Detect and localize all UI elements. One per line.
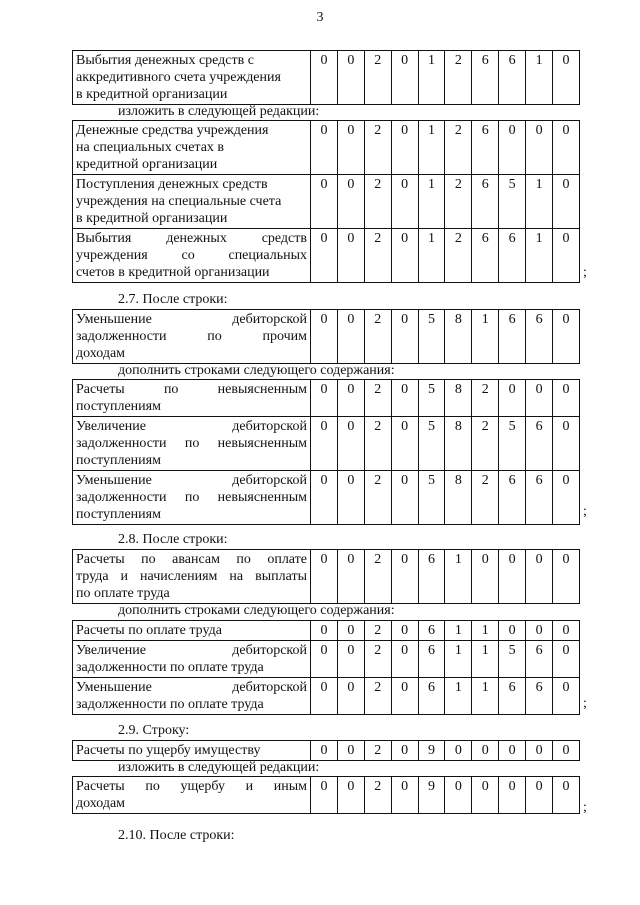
- row-label-line: Расчеты по ущербу и иным: [76, 779, 307, 794]
- code-digit: 0: [553, 471, 580, 525]
- code-digit: 0: [391, 678, 418, 715]
- code-digit: 0: [391, 310, 418, 364]
- code-digit: 6: [526, 641, 553, 678]
- code-digit: 0: [553, 417, 580, 471]
- table-2-6-old: [72, 50, 580, 105]
- row-label: [73, 471, 311, 525]
- row-label-line: в кредитной организации: [76, 211, 228, 226]
- code-digit: 0: [553, 229, 580, 283]
- code-digit: 0: [553, 641, 580, 678]
- code-digit: 0: [391, 175, 418, 229]
- code-digit: 0: [391, 121, 418, 175]
- code-digit: 0: [499, 777, 526, 814]
- code-digit: 2: [364, 380, 391, 417]
- code-digit: 0: [311, 741, 338, 761]
- code-digit: 6: [418, 678, 445, 715]
- code-digit: 0: [337, 121, 364, 175]
- code-digit: 0: [311, 380, 338, 417]
- row-label-line: Выбытия денежных средств с: [76, 53, 254, 68]
- code-digit: 1: [418, 229, 445, 283]
- row-label-line: Уменьшение дебиторской: [76, 312, 307, 327]
- code-digit: 6: [472, 121, 499, 175]
- code-digit: 0: [553, 380, 580, 417]
- code-digit: 0: [337, 380, 364, 417]
- code-digit: 2: [364, 678, 391, 715]
- code-digit: 6: [418, 641, 445, 678]
- table-2-8-old: [72, 549, 580, 604]
- table-2-7-old: [72, 309, 580, 364]
- code-digit: 8: [445, 417, 472, 471]
- code-digit: 6: [499, 310, 526, 364]
- row-label-line: поступлениям: [76, 507, 161, 522]
- code-digit: 2: [472, 380, 499, 417]
- code-digit: 0: [311, 229, 338, 283]
- section-heading: 2.7. После строки:: [118, 292, 228, 307]
- code-digit: 6: [526, 417, 553, 471]
- code-digit: 1: [472, 678, 499, 715]
- code-digit: 1: [445, 621, 472, 641]
- row-label-line: поступлениям: [76, 453, 161, 468]
- row-label-line: задолженности по прочим: [76, 329, 307, 344]
- table-row: [73, 741, 580, 761]
- code-digit: 0: [526, 621, 553, 641]
- code-digit: 5: [418, 417, 445, 471]
- code-digit: 0: [391, 51, 418, 105]
- code-digit: 0: [553, 310, 580, 364]
- code-digit: 2: [445, 175, 472, 229]
- code-digit: 2: [472, 471, 499, 525]
- row-label: [73, 777, 311, 814]
- row-label: [73, 417, 311, 471]
- code-digit: 0: [311, 621, 338, 641]
- code-digit: 0: [499, 121, 526, 175]
- table-row: [73, 417, 580, 471]
- instruction-text: изложить в следующей редакции:: [118, 104, 320, 119]
- code-digit: 1: [445, 550, 472, 604]
- code-digit: 1: [526, 229, 553, 283]
- code-digit: 0: [311, 641, 338, 678]
- code-digit: 0: [311, 175, 338, 229]
- code-digit: 0: [553, 550, 580, 604]
- code-digit: 6: [472, 51, 499, 105]
- row-label-line: Увеличение дебиторской: [76, 643, 307, 658]
- page-number: 3: [316, 10, 324, 25]
- code-digit: 2: [364, 310, 391, 364]
- code-digit: 0: [553, 741, 580, 761]
- code-digit: 0: [311, 678, 338, 715]
- code-digit: 0: [337, 417, 364, 471]
- row-label-line: Расчеты по ущербу имуществу: [76, 743, 261, 758]
- table-2-7-new: [72, 379, 580, 525]
- code-digit: 9: [418, 741, 445, 761]
- row-label-line: по оплате труда: [76, 586, 170, 601]
- instruction-text: дополнить строками следующего содержания:: [118, 363, 395, 378]
- code-digit: 0: [391, 417, 418, 471]
- row-label: [73, 741, 311, 761]
- section-heading: 2.9. Строку:: [118, 723, 190, 738]
- code-digit: 8: [445, 471, 472, 525]
- code-digit: 0: [311, 777, 338, 814]
- code-digit: 0: [337, 777, 364, 814]
- code-digit: 1: [472, 310, 499, 364]
- code-digit: 0: [337, 310, 364, 364]
- code-digit: 6: [499, 471, 526, 525]
- row-label: [73, 51, 311, 105]
- code-digit: 0: [391, 550, 418, 604]
- semicolon: ;: [583, 800, 587, 815]
- code-digit: 0: [311, 471, 338, 525]
- code-digit: 0: [472, 550, 499, 604]
- table-row: [73, 621, 580, 641]
- table-row: [73, 229, 580, 283]
- code-digit: 0: [337, 741, 364, 761]
- code-digit: 2: [364, 417, 391, 471]
- code-digit: 1: [526, 51, 553, 105]
- code-digit: 0: [391, 229, 418, 283]
- table-row: [73, 380, 580, 417]
- code-digit: 0: [391, 641, 418, 678]
- code-digit: 6: [526, 471, 553, 525]
- row-label-line: труда и начислениям на выплаты: [76, 569, 307, 584]
- table-row: [73, 641, 580, 678]
- code-digit: 0: [526, 550, 553, 604]
- code-digit: 0: [499, 380, 526, 417]
- code-digit: 6: [526, 678, 553, 715]
- semicolon: ;: [583, 696, 587, 711]
- row-label-line: Расчеты по авансам по оплате: [76, 552, 307, 567]
- code-digit: 1: [418, 51, 445, 105]
- row-label: [73, 550, 311, 604]
- section-heading: 2.8. После строки:: [118, 532, 228, 547]
- code-digit: 0: [337, 678, 364, 715]
- code-digit: 0: [337, 471, 364, 525]
- row-label: [73, 175, 311, 229]
- code-digit: 1: [526, 175, 553, 229]
- row-label-line: в кредитной организации: [76, 87, 228, 102]
- code-digit: 0: [526, 777, 553, 814]
- code-digit: 6: [418, 550, 445, 604]
- row-label-line: учреждения на специальные счета: [76, 194, 282, 209]
- code-digit: 0: [553, 175, 580, 229]
- code-digit: 1: [418, 121, 445, 175]
- code-digit: 2: [364, 229, 391, 283]
- code-digit: 0: [311, 121, 338, 175]
- code-digit: 0: [337, 641, 364, 678]
- code-digit: 0: [391, 621, 418, 641]
- semicolon: ;: [583, 265, 587, 280]
- code-digit: 2: [364, 471, 391, 525]
- table-row: [73, 310, 580, 364]
- code-digit: 9: [418, 777, 445, 814]
- code-digit: 0: [337, 51, 364, 105]
- code-digit: 1: [445, 678, 472, 715]
- row-label-line: Увеличение дебиторской: [76, 419, 307, 434]
- instruction-text: дополнить строками следующего содержания:: [118, 603, 395, 618]
- code-digit: 6: [472, 175, 499, 229]
- code-digit: 2: [364, 121, 391, 175]
- row-label: [73, 678, 311, 715]
- code-digit: 2: [445, 229, 472, 283]
- code-digit: 6: [526, 310, 553, 364]
- code-digit: 5: [499, 417, 526, 471]
- code-digit: 0: [499, 621, 526, 641]
- code-digit: 5: [418, 471, 445, 525]
- row-label: [73, 310, 311, 364]
- table-2-8-new: [72, 620, 580, 715]
- code-digit: 0: [472, 777, 499, 814]
- code-digit: 0: [311, 417, 338, 471]
- code-digit: 5: [418, 310, 445, 364]
- row-label-line: поступлениям: [76, 399, 161, 414]
- table-row: [73, 471, 580, 525]
- code-digit: 0: [526, 741, 553, 761]
- row-label-line: задолженности по невыясненным: [76, 490, 307, 505]
- code-digit: 6: [418, 621, 445, 641]
- code-digit: 0: [526, 121, 553, 175]
- row-label-line: счетов в кредитной организации: [76, 265, 270, 280]
- table-row: [73, 51, 580, 105]
- code-digit: 1: [472, 621, 499, 641]
- code-digit: 0: [499, 550, 526, 604]
- row-label: [73, 229, 311, 283]
- semicolon: ;: [583, 504, 587, 519]
- code-digit: 6: [499, 51, 526, 105]
- code-digit: 2: [364, 741, 391, 761]
- code-digit: 6: [499, 229, 526, 283]
- code-digit: 0: [337, 550, 364, 604]
- code-digit: 0: [472, 741, 499, 761]
- code-digit: 1: [445, 641, 472, 678]
- code-digit: 2: [364, 777, 391, 814]
- table-row: [73, 121, 580, 175]
- code-digit: 0: [445, 741, 472, 761]
- row-label-line: доходам: [76, 796, 126, 811]
- code-digit: 2: [364, 51, 391, 105]
- row-label: [73, 121, 311, 175]
- code-digit: 0: [526, 380, 553, 417]
- code-digit: 6: [499, 678, 526, 715]
- code-digit: 5: [418, 380, 445, 417]
- code-digit: 2: [364, 621, 391, 641]
- row-label-line: аккредитивного счета учреждения: [76, 70, 281, 85]
- code-digit: 0: [311, 51, 338, 105]
- row-label-line: Выбытия денежных средств: [76, 231, 307, 246]
- code-digit: 0: [553, 121, 580, 175]
- row-label: [73, 380, 311, 417]
- code-digit: 6: [472, 229, 499, 283]
- row-label-line: задолженности по невыясненным: [76, 436, 307, 451]
- code-digit: 0: [391, 380, 418, 417]
- code-digit: 5: [499, 175, 526, 229]
- row-label-line: Денежные средства учреждения: [76, 123, 269, 138]
- row-label-line: задолженности по оплате труда: [76, 697, 264, 712]
- code-digit: 0: [311, 550, 338, 604]
- table-2-6-new: [72, 120, 580, 283]
- code-digit: 0: [553, 777, 580, 814]
- row-label-line: Расчеты по невыясненным: [76, 382, 307, 397]
- code-digit: 0: [499, 741, 526, 761]
- code-digit: 2: [364, 641, 391, 678]
- code-digit: 2: [445, 51, 472, 105]
- code-digit: 0: [391, 471, 418, 525]
- code-digit: 0: [337, 175, 364, 229]
- code-digit: 2: [472, 417, 499, 471]
- row-label: [73, 621, 311, 641]
- code-digit: 2: [364, 550, 391, 604]
- table-row: [73, 678, 580, 715]
- row-label-line: учреждения со специальных: [76, 248, 307, 263]
- code-digit: 8: [445, 310, 472, 364]
- code-digit: 0: [337, 229, 364, 283]
- code-digit: 1: [418, 175, 445, 229]
- code-digit: 0: [553, 678, 580, 715]
- row-label-line: Уменьшение дебиторской: [76, 473, 307, 488]
- row-label-line: кредитной организации: [76, 157, 218, 172]
- row-label-line: доходам: [76, 346, 126, 361]
- instruction-text: изложить в следующей редакции:: [118, 760, 320, 775]
- code-digit: 0: [391, 741, 418, 761]
- code-digit: 8: [445, 380, 472, 417]
- table-2-9-new: [72, 776, 580, 814]
- row-label-line: на специальных счетах в: [76, 140, 225, 155]
- row-label-line: Поступления денежных средств: [76, 177, 268, 192]
- table-row: [73, 777, 580, 814]
- code-digit: 5: [499, 641, 526, 678]
- table-row: [73, 175, 580, 229]
- code-digit: 0: [311, 310, 338, 364]
- code-digit: 0: [337, 621, 364, 641]
- section-heading: 2.10. После строки:: [118, 828, 235, 843]
- code-digit: 0: [553, 51, 580, 105]
- code-digit: 2: [445, 121, 472, 175]
- code-digit: 0: [391, 777, 418, 814]
- code-digit: 2: [364, 175, 391, 229]
- row-label: [73, 641, 311, 678]
- row-label-line: Уменьшение дебиторской: [76, 680, 307, 695]
- row-label-line: Расчеты по оплате труда: [76, 623, 222, 638]
- code-digit: 1: [472, 641, 499, 678]
- row-label-line: задолженности по оплате труда: [76, 660, 264, 675]
- table-row: [73, 550, 580, 604]
- code-digit: 0: [445, 777, 472, 814]
- code-digit: 0: [553, 621, 580, 641]
- table-2-9-old: [72, 740, 580, 761]
